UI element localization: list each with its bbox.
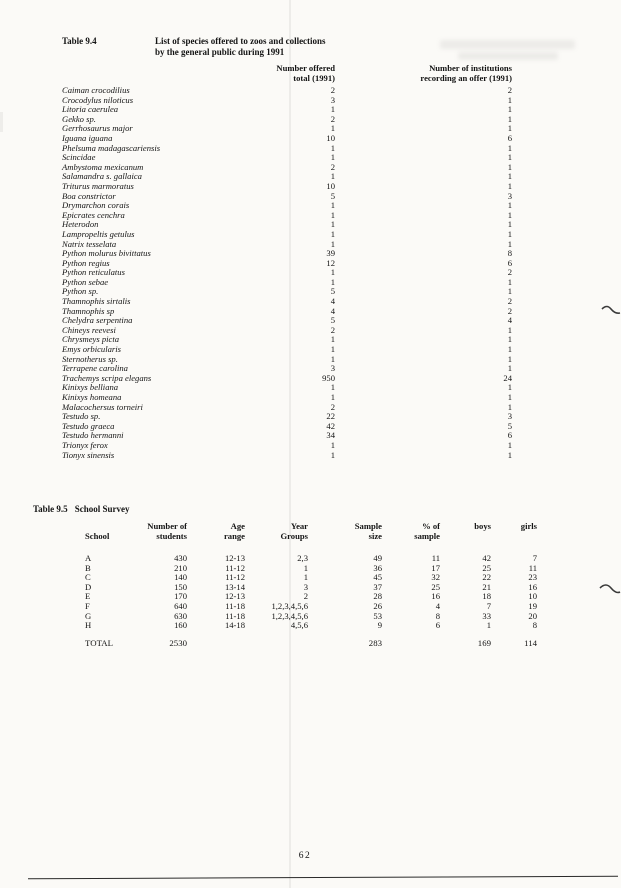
students-value: 630 <box>174 610 187 621</box>
pct-sample-value: 25 <box>431 581 440 592</box>
students-value: 140 <box>174 572 187 583</box>
species-table-row <box>62 211 512 221</box>
students-value: 640 <box>174 600 187 611</box>
girls-value: 20 <box>528 610 537 621</box>
total-years-blank <box>245 638 308 649</box>
species-table-row <box>62 316 512 326</box>
institutions-count-value: 1 <box>507 104 512 115</box>
offered-total-value: 2 <box>330 401 335 412</box>
school-survey-row <box>85 554 537 564</box>
species-table-row <box>62 441 512 451</box>
species-table-row <box>62 335 512 345</box>
year-groups-value: 1 <box>303 572 308 583</box>
species-table-row <box>62 182 512 192</box>
school-letter: E <box>85 591 91 602</box>
sample-size-value: 28 <box>373 591 382 602</box>
total-pct-blank <box>382 638 440 649</box>
offered-total-value: 1 <box>330 353 335 364</box>
pct-sample-value: 8 <box>435 610 440 621</box>
table-9-5-label: Table 9.5 <box>33 504 68 514</box>
age-range-value: 13-14 <box>224 581 245 592</box>
institutions-count-value: 1 <box>507 113 512 124</box>
institutions-count-value: 1 <box>507 382 512 393</box>
year-groups-value: 1,2,3,4,5,6 <box>271 610 308 621</box>
species-table-row <box>62 412 512 422</box>
table-9-4-label: Table 9.4 <box>62 36 97 46</box>
offered-total-value: 2 <box>330 161 335 172</box>
species-table-row <box>62 124 512 134</box>
boys-value: 33 <box>482 610 491 621</box>
girls-value: 19 <box>528 600 537 611</box>
institutions-count-value: 1 <box>507 142 512 153</box>
institutions-count-value: 1 <box>507 344 512 355</box>
species-table-row <box>62 96 512 106</box>
institutions-count-value: 1 <box>507 209 512 220</box>
species-name: Crocodylus niloticus <box>62 94 134 105</box>
species-name: Scincidae <box>62 152 96 163</box>
offered-total-value: 1 <box>330 209 335 220</box>
institutions-count-value: 1 <box>507 161 512 172</box>
offered-total-value: 1 <box>330 267 335 278</box>
offered-total-value: 3 <box>330 94 335 105</box>
header-age-range: Age range <box>223 521 245 541</box>
offered-total-value: 1 <box>330 123 335 134</box>
institutions-count-value: 2 <box>507 85 512 95</box>
species-table-row <box>62 431 512 441</box>
species-name: Thamnophis sirtalis <box>62 296 131 307</box>
institutions-count-value: 1 <box>507 449 512 460</box>
institutions-count-value: 3 <box>507 190 512 201</box>
boys-value: 22 <box>482 572 491 583</box>
sample-size-value: 9 <box>377 620 382 631</box>
table-9-5-caption <box>33 504 129 514</box>
page-bottom-rule <box>28 876 618 880</box>
column-header-number-offered-line1: Number offered <box>276 63 335 73</box>
institutions-count-value: 2 <box>507 296 512 307</box>
species-table-row <box>62 345 512 355</box>
institutions-count-value: 6 <box>507 430 512 441</box>
species-table-row <box>62 451 512 461</box>
school-letter: F <box>85 600 90 611</box>
offered-total-value: 2 <box>330 85 335 95</box>
species-table-row <box>62 249 512 259</box>
species-name: Terrapene carolina <box>62 363 128 374</box>
offered-total-value: 1 <box>330 439 335 450</box>
offered-total-value: 1 <box>330 344 335 355</box>
table-9-4-title-line1: List of species offered to zoos and collections <box>155 36 326 46</box>
pct-sample-value: 6 <box>435 620 440 631</box>
pct-sample-value: 17 <box>431 562 440 573</box>
offered-total-value: 39 <box>326 248 335 259</box>
column-header-institutions <box>330 63 512 83</box>
school-letter: H <box>85 620 92 631</box>
total-students-value: 2530 <box>169 638 187 648</box>
offered-total-value: 1 <box>330 228 335 239</box>
offered-total-value: 1 <box>330 219 335 230</box>
species-table-row <box>62 278 512 288</box>
species-name: Lampropeltis getulus <box>62 228 135 239</box>
institutions-count-value: 24 <box>503 372 512 383</box>
school-letter: C <box>85 572 91 583</box>
school-survey-total-row <box>85 638 537 649</box>
school-survey-row <box>85 612 537 622</box>
species-table-row <box>62 268 512 278</box>
offered-total-value: 5 <box>330 315 335 326</box>
girls-value: 10 <box>528 591 537 602</box>
total-boys-value: 169 <box>477 638 491 648</box>
institutions-count-value: 6 <box>507 132 512 143</box>
sample-size-value: 53 <box>373 610 382 621</box>
offered-total-value: 2 <box>330 113 335 124</box>
column-header-number-offered <box>200 63 335 83</box>
species-name: Testudo graeca <box>62 420 115 431</box>
species-name: Tionyx sinensis <box>62 449 115 460</box>
species-table-row <box>62 374 512 384</box>
species-name: Iguana iguana <box>62 132 113 143</box>
year-groups-value: 2 <box>303 591 308 602</box>
offered-total-value: 1 <box>330 142 335 153</box>
offered-total-value: 3 <box>330 363 335 374</box>
year-groups-value: 1,2,3,4,5,6 <box>271 600 308 611</box>
age-range-value: 12-13 <box>224 591 245 602</box>
species-name: Drymarchon corais <box>62 200 130 211</box>
bleed-through-artifact <box>458 52 558 60</box>
header-number-of-students: Number of students <box>147 521 187 541</box>
total-age-blank <box>187 638 245 649</box>
species-name: Gerrhosaurus major <box>62 123 133 134</box>
school-survey-row <box>85 592 537 602</box>
offered-total-value: 1 <box>330 200 335 211</box>
sample-size-value: 36 <box>373 562 382 573</box>
species-name: Caiman crocodilius <box>62 85 130 95</box>
offered-total-value: 1 <box>330 334 335 345</box>
species-name: Python reticulatus <box>62 267 125 278</box>
species-name: Testudo hermanni <box>62 430 124 441</box>
institutions-count-value: 1 <box>507 353 512 364</box>
offered-total-value: 1 <box>330 392 335 402</box>
pct-sample-value: 11 <box>431 553 440 563</box>
offered-total-value: 950 <box>322 372 335 383</box>
species-name: Chrysmeys picta <box>62 334 120 345</box>
offered-total-value: 42 <box>326 420 335 431</box>
column-header-institutions-line2: recording an offer (1991) <box>420 73 512 83</box>
age-range-value: 11-18 <box>225 610 245 621</box>
pct-sample-value: 4 <box>435 600 440 611</box>
students-value: 170 <box>174 591 187 602</box>
scan-edge-artifact <box>0 112 3 132</box>
header-pct-of-sample: % of sample <box>414 521 440 541</box>
age-range-value: 11-18 <box>225 600 245 611</box>
species-name: Kinixys belliana <box>62 382 119 393</box>
handwritten-tick-mark <box>599 580 621 601</box>
species-name: Python molurus bivittatus <box>62 248 151 259</box>
bleed-through-artifact <box>440 40 575 49</box>
sample-size-value: 26 <box>373 600 382 611</box>
offered-total-value: 4 <box>330 296 335 307</box>
institutions-count-value: 1 <box>507 200 512 211</box>
age-range-value: 11-12 <box>225 572 245 583</box>
offered-total-value: 34 <box>326 430 335 441</box>
boys-value: 42 <box>482 553 491 563</box>
species-table-row <box>62 326 512 336</box>
column-header-number-offered-line2: total (1991) <box>293 73 335 83</box>
species-table-body <box>62 86 512 460</box>
year-groups-value: 1 <box>303 562 308 573</box>
age-range-value: 12-13 <box>224 553 245 563</box>
school-survey-row <box>85 583 537 593</box>
header-sample-size: Sample size <box>354 521 382 541</box>
year-groups-value: 2,3 <box>297 553 308 563</box>
header-year-groups: Year Groups <box>280 521 308 541</box>
institutions-count-value: 1 <box>507 324 512 335</box>
boys-value: 25 <box>482 562 491 573</box>
offered-total-value: 1 <box>330 276 335 287</box>
species-name: Kinixys homeana <box>62 392 122 402</box>
sample-size-value: 45 <box>373 572 382 583</box>
species-table-row <box>62 144 512 154</box>
handwritten-tick-mark <box>601 303 621 322</box>
species-name: Python sp. <box>62 286 99 297</box>
institutions-count-value: 3 <box>507 411 512 422</box>
students-value: 150 <box>174 581 187 592</box>
species-name: Chineys reevesi <box>62 324 116 335</box>
species-name: Litoria caerulea <box>62 104 119 115</box>
girls-value: 7 <box>532 553 537 563</box>
species-name: Sternotherus sp. <box>62 353 118 364</box>
species-table-row <box>62 201 512 211</box>
offered-total-value: 1 <box>330 382 335 393</box>
school-letter: A <box>85 553 92 563</box>
species-name: Malacochersus torneiri <box>62 401 143 412</box>
sample-size-value: 49 <box>373 553 382 563</box>
school-letter: D <box>85 581 92 592</box>
school-survey-row <box>85 573 537 583</box>
institutions-count-value: 1 <box>507 219 512 230</box>
header-girls: girls <box>520 521 537 531</box>
table-9-5-title: School Survey <box>74 504 130 514</box>
species-name: Emys orbicularis <box>62 344 121 355</box>
institutions-count-value: 2 <box>507 305 512 316</box>
school-survey-row <box>85 602 537 612</box>
girls-value: 8 <box>532 620 537 631</box>
boys-value: 18 <box>482 591 491 602</box>
species-name: Triturus marmoratus <box>62 180 134 191</box>
species-table-row <box>62 105 512 115</box>
species-table-row <box>62 383 512 393</box>
table-9-4-title-line2: by the general public during 1991 <box>155 46 285 57</box>
girls-value: 16 <box>528 581 537 592</box>
institutions-count-value: 1 <box>507 238 512 249</box>
page-number: 62 <box>298 851 312 861</box>
species-table-row <box>62 297 512 307</box>
total-sample-value: 283 <box>368 638 382 648</box>
species-table-row <box>62 355 512 365</box>
boys-value: 21 <box>482 581 491 592</box>
offered-total-value: 1 <box>330 449 335 460</box>
school-survey-row <box>85 621 537 631</box>
institutions-count-value: 1 <box>507 392 512 402</box>
school-survey-row <box>85 564 537 574</box>
institutions-count-value: 1 <box>507 180 512 191</box>
offered-total-value: 2 <box>330 324 335 335</box>
sample-size-value: 37 <box>373 581 382 592</box>
year-groups-value: 3 <box>303 581 308 592</box>
boys-value: 7 <box>486 600 491 611</box>
students-value: 210 <box>174 562 187 573</box>
species-name: Natrix tesselata <box>62 238 117 249</box>
institutions-count-value: 6 <box>507 257 512 268</box>
table-9-4-title <box>155 36 375 57</box>
species-name: Gekko sp. <box>62 113 96 124</box>
offered-total-value: 10 <box>326 180 335 191</box>
species-table-row <box>62 230 512 240</box>
school-survey-header-row <box>85 521 537 541</box>
institutions-count-value: 1 <box>507 152 512 163</box>
offered-total-value: 5 <box>330 286 335 297</box>
species-name: Epicrates cenchra <box>62 209 125 220</box>
offered-total-value: 1 <box>330 104 335 115</box>
institutions-count-value: 4 <box>507 315 512 326</box>
girls-value: 23 <box>528 572 537 583</box>
school-letter: B <box>85 562 91 573</box>
institutions-count-value: 1 <box>507 334 512 345</box>
species-name: Heterodon <box>62 219 99 230</box>
boys-value: 1 <box>486 620 491 631</box>
column-header-institutions-line1: Number of institutions <box>429 63 512 73</box>
species-table-row <box>62 192 512 202</box>
species-name: Phelsuma madagascariensis <box>62 142 161 153</box>
school-survey-body <box>85 554 537 631</box>
institutions-count-value: 1 <box>507 439 512 450</box>
species-table-row <box>62 422 512 432</box>
offered-total-value: 1 <box>330 152 335 163</box>
offered-total-value: 10 <box>326 132 335 143</box>
species-name: Ambystoma mexicanum <box>62 161 144 172</box>
total-label: TOTAL <box>85 638 113 648</box>
institutions-count-value: 1 <box>507 94 512 105</box>
offered-total-value: 4 <box>330 305 335 316</box>
institutions-count-value: 1 <box>507 171 512 182</box>
age-range-value: 11-12 <box>225 562 245 573</box>
pct-sample-value: 32 <box>431 572 440 583</box>
students-value: 160 <box>174 620 187 631</box>
species-name: Trionyx ferox <box>62 439 108 450</box>
species-name: Boa constrictor <box>62 190 116 201</box>
header-school: School <box>85 531 110 541</box>
offered-total-value: 22 <box>326 411 335 422</box>
students-value: 430 <box>174 553 187 563</box>
offered-total-value: 1 <box>330 171 335 182</box>
offered-total-value: 12 <box>326 257 335 268</box>
pct-sample-value: 16 <box>431 591 440 602</box>
offered-total-value: 1 <box>330 238 335 249</box>
age-range-value: 14-18 <box>224 620 245 631</box>
species-table-row <box>62 403 512 413</box>
institutions-count-value: 1 <box>507 123 512 134</box>
species-name: Chelydra serpentina <box>62 315 133 326</box>
offered-total-value: 5 <box>330 190 335 201</box>
institutions-count-value: 1 <box>507 401 512 412</box>
species-name: Python regius <box>62 257 110 268</box>
institutions-count-value: 2 <box>507 267 512 278</box>
institutions-count-value: 1 <box>507 276 512 287</box>
species-table-row <box>62 259 512 269</box>
institutions-count-value: 1 <box>507 286 512 297</box>
institutions-count-value: 1 <box>507 228 512 239</box>
total-girls-value: 114 <box>524 638 537 648</box>
header-boys: boys <box>474 521 491 531</box>
girls-value: 11 <box>528 562 537 573</box>
year-groups-value: 4,5,6 <box>290 620 308 631</box>
species-name: Thamnophis sp <box>62 305 115 316</box>
institutions-count-value: 8 <box>507 248 512 259</box>
institutions-count-value: 1 <box>507 363 512 374</box>
species-name: Python sebae <box>62 276 109 287</box>
school-letter: G <box>85 610 92 621</box>
institutions-count-value: 5 <box>507 420 512 431</box>
species-name: Salamandra s. gallaica <box>62 171 142 182</box>
species-name: Testudo sp. <box>62 411 101 422</box>
species-name: Trachemys scripa elegans <box>62 372 152 383</box>
